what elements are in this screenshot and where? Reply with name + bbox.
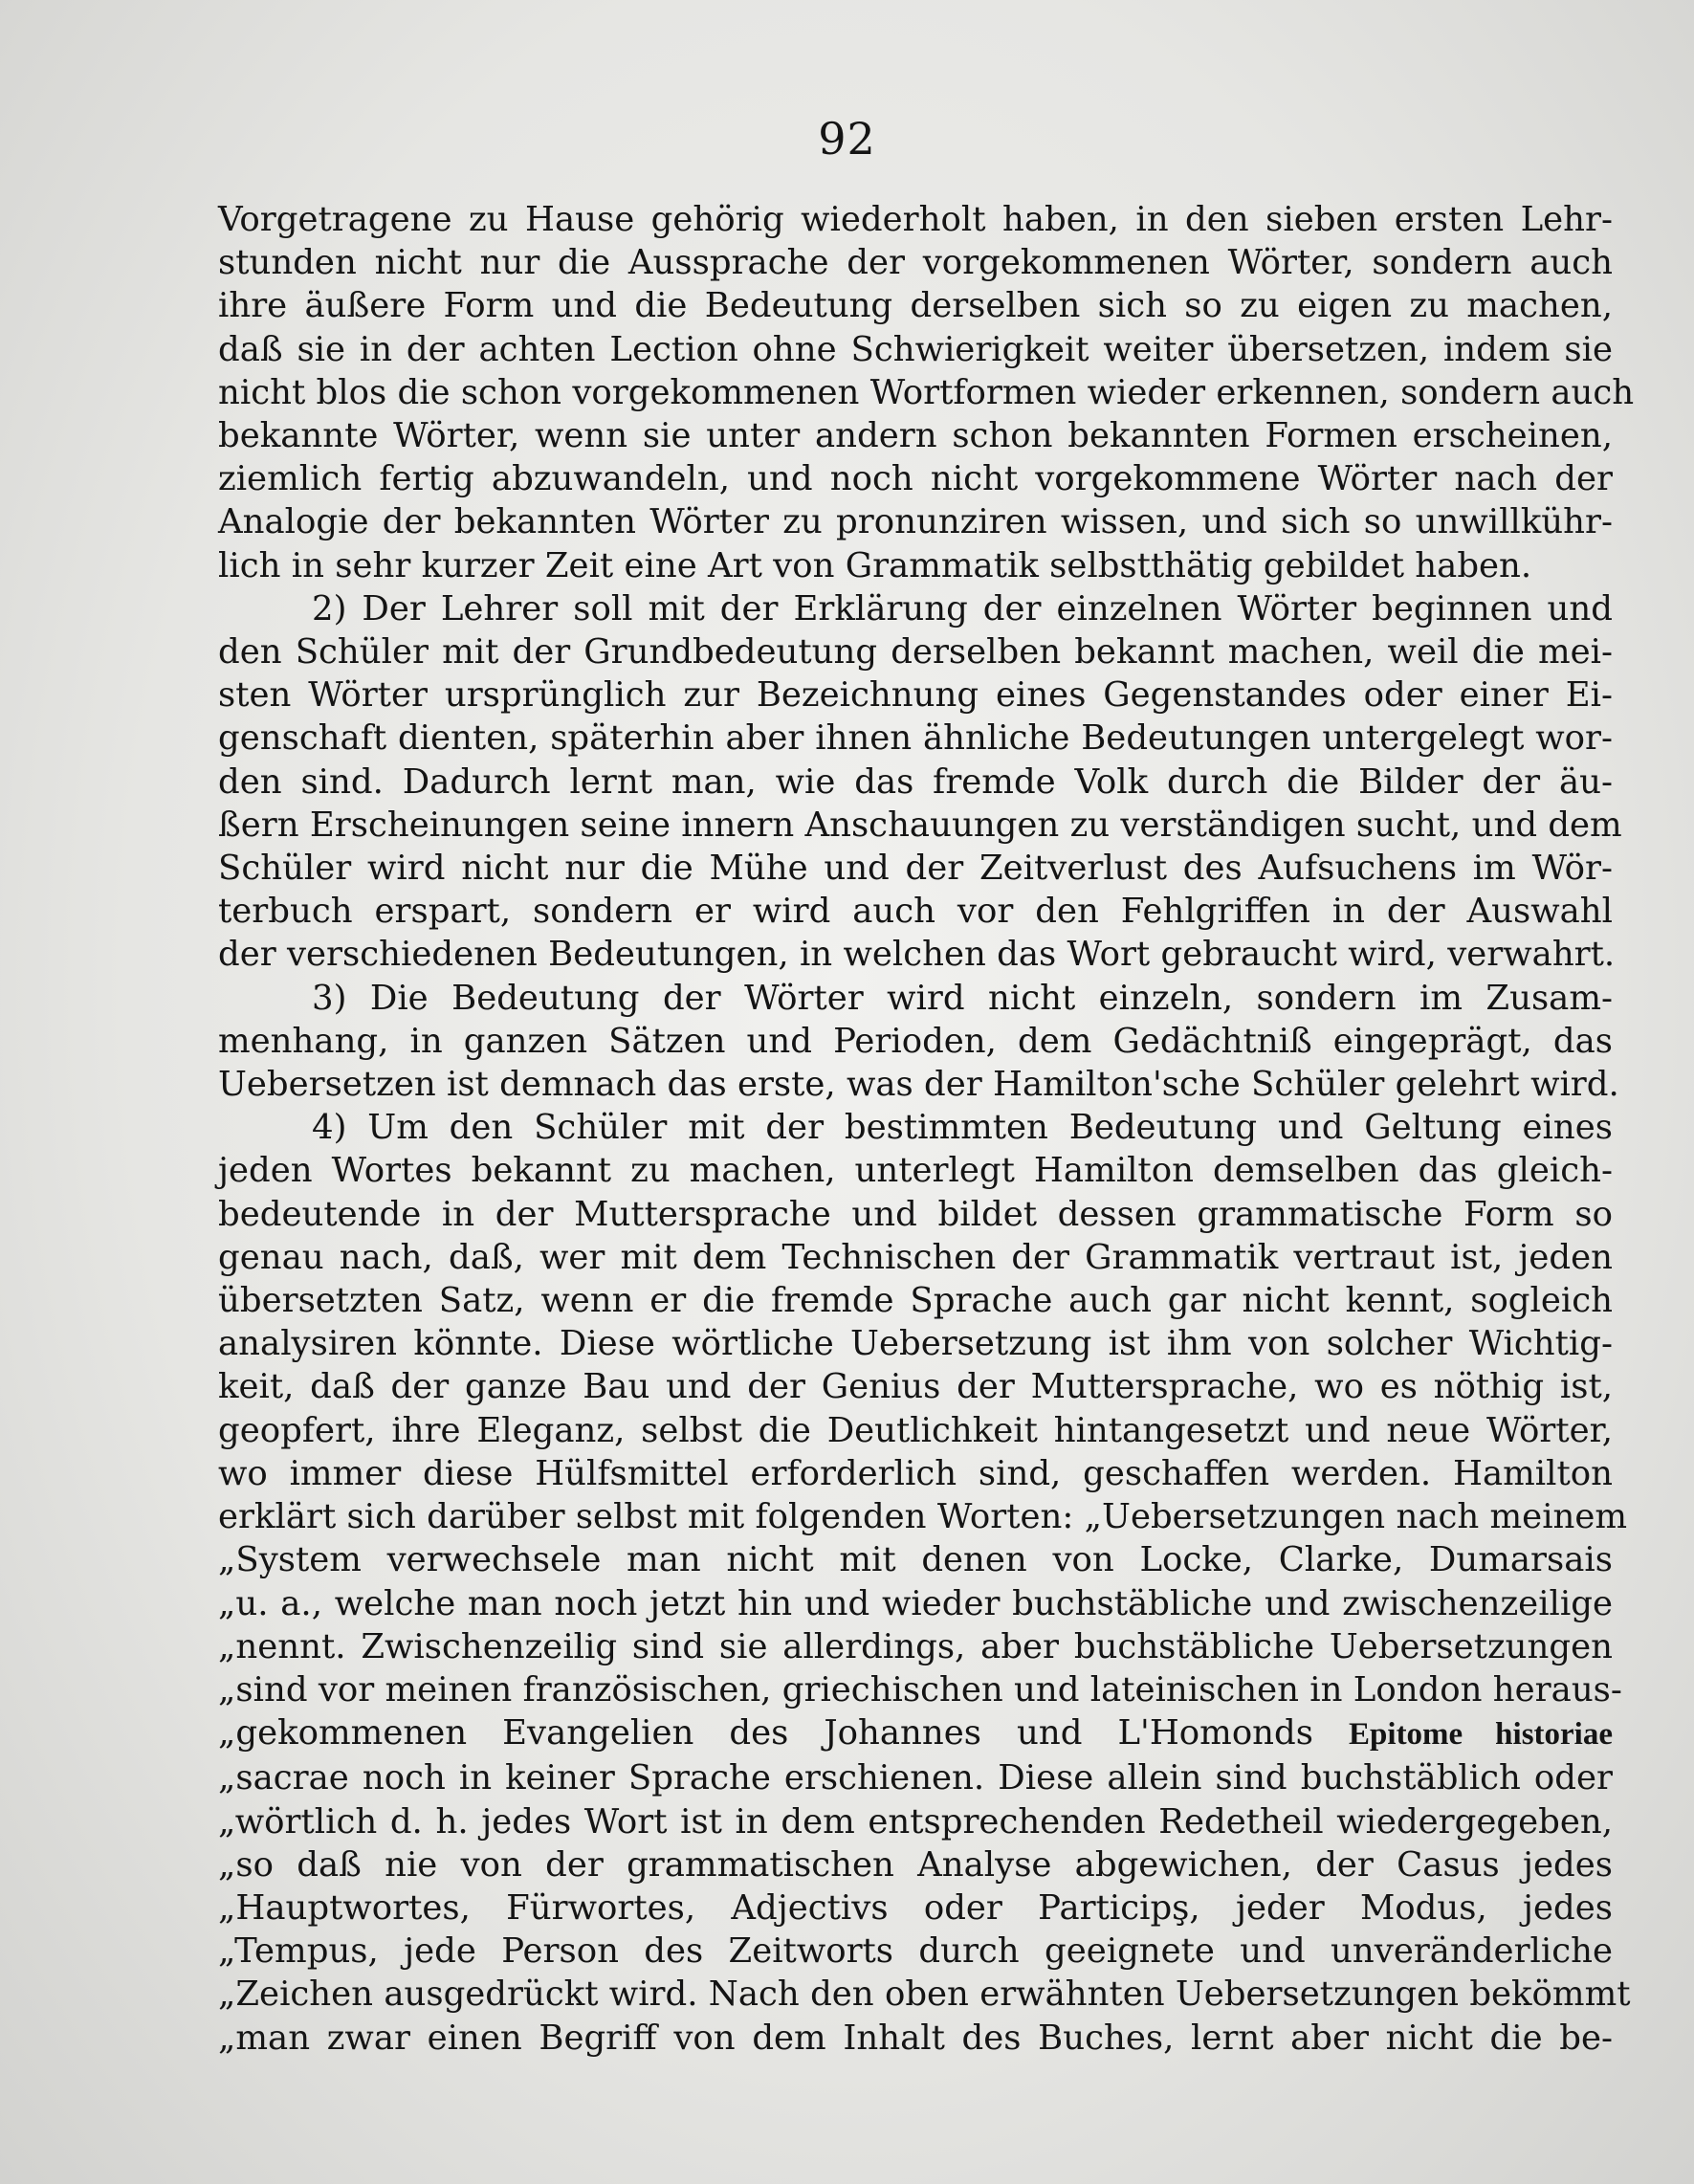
text-line [218, 1063, 1619, 1106]
text-line [218, 630, 1613, 673]
text-line [218, 1582, 1613, 1625]
text-line-content: terbuch erspart, sondern er wird auch vor den Fehlgriffen in der Auswahl [218, 892, 1613, 932]
text-line [218, 1236, 1613, 1279]
text-line-content: erklärt sich darüber selbst mit folgenden Worten: „Uebersetzungen nach meinem [218, 1497, 1628, 1537]
text-line-content: ihre äußere Form und die Bedeutung derselben sich so zu eigen zu machen, [218, 286, 1613, 326]
text-line [218, 890, 1613, 933]
text-line-content: bekannte Wörter, wenn sie unter andern schon bekannten Formen erscheinen, [218, 416, 1613, 456]
text-line [218, 977, 1613, 1020]
text-line [218, 1020, 1613, 1063]
text-line [218, 1365, 1613, 1408]
text-line-content: „u. a., welche man noch jetzt hin und wieder buchstäbliche und zwischenzeilige [218, 1583, 1613, 1623]
text-line-content: „wörtlich d. h. jedes Wort ist in dem entsprechenden Redetheil wiedergegeben, [218, 1801, 1613, 1842]
text-line [218, 1800, 1613, 1843]
text-line [218, 500, 1613, 543]
text-line [218, 1711, 1613, 1756]
text-line-content: „System verwechsele man nicht mit denen von Locke, Clarke, Dumarsais [218, 1540, 1613, 1580]
text-line-content: genau nach, daß, wer mit dem Technischen der Grammatik vertraut ist, jeden [218, 1237, 1613, 1277]
text-line-content: „so daß nie von der grammatischen Analyse abgewichen, der Casus jedes [218, 1844, 1613, 1885]
text-line [218, 1668, 1622, 1711]
text-line-content: „Zeichen ausgedrückt wird. Nach den oben erwähnten Uebersetzungen bekömmt [218, 1974, 1631, 2015]
text-line-content: bedeutende in der Muttersprache und bildet dessen grammatische Form so [218, 1194, 1613, 1234]
text-line-content: Analogie der bekannten Wörter zu pronunziren wissen, und sich so unwillkühr- [218, 502, 1613, 542]
text-line [218, 1886, 1613, 1930]
text-line-content: jeden Wortes bekannt zu machen, unterlegt Hamilton demselben das gleich- [218, 1151, 1613, 1191]
text-line-content: Vorgetragene zu Hause gehörig wiederholt haben, in den sieben ersten Lehr- [218, 200, 1613, 239]
text-line-content: übersetzten Satz, wenn er die fremde Sprache auch gar nicht kennt, sogleich [218, 1281, 1613, 1321]
text-line-content: 4) Um den Schüler mit der bestimmten Bedeutung und Geltung eines [312, 1108, 1613, 1148]
text-line [218, 1149, 1613, 1192]
text-line-content: sten Wörter ursprünglich zur Bezeichnung eines Gegenstandes oder einer Ei- [218, 675, 1613, 716]
text-line [218, 933, 1616, 976]
text-line [218, 457, 1613, 500]
text-line-content: „Hauptwortes, Fürwortes, Adjectivs oder Participş, jeder Modus, jedes [218, 1887, 1613, 1928]
text-line [218, 2017, 1613, 2060]
text-line-content: den Schüler mit der Grundbedeutung derselben bekannt machen, weil die mei- [218, 632, 1613, 673]
text-line [218, 761, 1613, 804]
text-line [218, 1973, 1631, 2016]
text-line-content: Schüler wird nicht nur die Mühe und der Zeitverlust des Aufsuchens im Wör- [218, 849, 1613, 889]
text-line-content: „gekommenen Evangelien des Johannes und L'Homonds [218, 1713, 1313, 1754]
text-line-content: Uebersetzen ist demnach das erste, was der Hamilton'sche Schüler gelehrt wird. [218, 1065, 1619, 1105]
text-line-content: 3) Die Bedeutung der Wörter wird nicht einzeln, sondern im Zusam- [312, 978, 1613, 1018]
text-line [218, 414, 1613, 457]
text-line [218, 1843, 1613, 1886]
text-line-content: „sind vor meinen französischen, griechischen und lateinischen in London heraus- [218, 1669, 1622, 1710]
text-line [218, 847, 1613, 890]
text-line [218, 1538, 1613, 1581]
text-line [218, 544, 1613, 587]
text-line [218, 1322, 1613, 1365]
text-line [218, 1193, 1613, 1236]
text-line [218, 284, 1613, 327]
text-line-content: nicht blos die schon vorgekommenen Wortformen wieder erkennen, sondern auch [218, 372, 1635, 412]
text-line-content: den sind. Dadurch lernt man, wie das fremde Volk durch die Bilder der äu- [218, 761, 1613, 802]
text-line-content: stunden nicht nur die Aussprache der vorgekommenen Wörter, sondern auch [218, 243, 1613, 283]
text-line-content: „sacrae noch in keiner Sprache erschienen. Diese allein sind buchstäblich oder [218, 1758, 1613, 1798]
text-line-content: daß sie in der achten Lection ohne Schwierigkeit weiter übersetzen, indem sie [218, 329, 1613, 369]
latin-title: Epitome historiae [1349, 1717, 1613, 1753]
text-line [218, 804, 1622, 847]
text-line-content: der verschiedenen Bedeutungen, in welchen das Wort gebraucht wird, verwahrt. [218, 935, 1616, 975]
text-line [218, 241, 1613, 284]
text-line-content: geopfert, ihre Eleganz, selbst die Deutlichkeit hintangesetzt und neue Wörter, [218, 1410, 1613, 1450]
text-line-content: „Tempus, jede Person des Zeitworts durch geeignete und unveränderliche [218, 1931, 1613, 1972]
body-text [218, 198, 1635, 2060]
text-line [218, 1756, 1613, 1799]
text-line [218, 587, 1613, 630]
text-line-content: ziemlich fertig abzuwandeln, und noch nicht vorgekommene Wörter nach der [218, 459, 1613, 499]
text-line [218, 1495, 1628, 1538]
text-line [218, 1930, 1613, 1973]
text-line [218, 1409, 1613, 1452]
text-line [218, 717, 1613, 760]
text-line [218, 198, 1613, 241]
text-line [218, 328, 1613, 371]
text-line [218, 1625, 1613, 1668]
text-line [218, 1279, 1613, 1322]
text-line-content: menhang, in ganzen Sätzen und Perioden, dem Gedächtniß eingeprägt, das [218, 1021, 1613, 1061]
text-line-content: 2) Der Lehrer soll mit der Erklärung der einzelnen Wörter beginnen und [312, 588, 1613, 629]
text-line-content: „man zwar einen Begriff von dem Inhalt des Buches, lernt aber nicht die be- [218, 2018, 1613, 2058]
text-line [218, 1452, 1613, 1495]
text-line-content: analysiren könnte. Diese wörtliche Uebersetzung ist ihm von solcher Wichtig- [218, 1324, 1613, 1364]
text-line [218, 673, 1613, 717]
text-line-content: genschaft dienten, späterhin aber ihnen ähnliche Bedeutungen untergelegt wor- [218, 718, 1613, 759]
text-line-content: ßern Erscheinungen seine innern Anschauungen zu verständigen sucht, und dem [218, 805, 1622, 845]
text-line [218, 1106, 1613, 1149]
text-line-content: lich in sehr kurzer Zeit eine Art von Grammatik selbstthätig gebildet haben. [218, 545, 1532, 585]
text-line [218, 371, 1635, 414]
text-line-content: keit, daß der ganze Bau und der Genius der Muttersprache, wo es nöthig ist, [218, 1367, 1613, 1407]
text-line-content: wo immer diese Hülfsmittel erforderlich sind, geschaffen werden. Hamilton [218, 1453, 1613, 1493]
page-number: 92 [818, 113, 876, 165]
text-line-content: „nennt. Zwischenzeilig sind sie allerdings, aber buchstäbliche Uebersetzungen [218, 1626, 1613, 1666]
